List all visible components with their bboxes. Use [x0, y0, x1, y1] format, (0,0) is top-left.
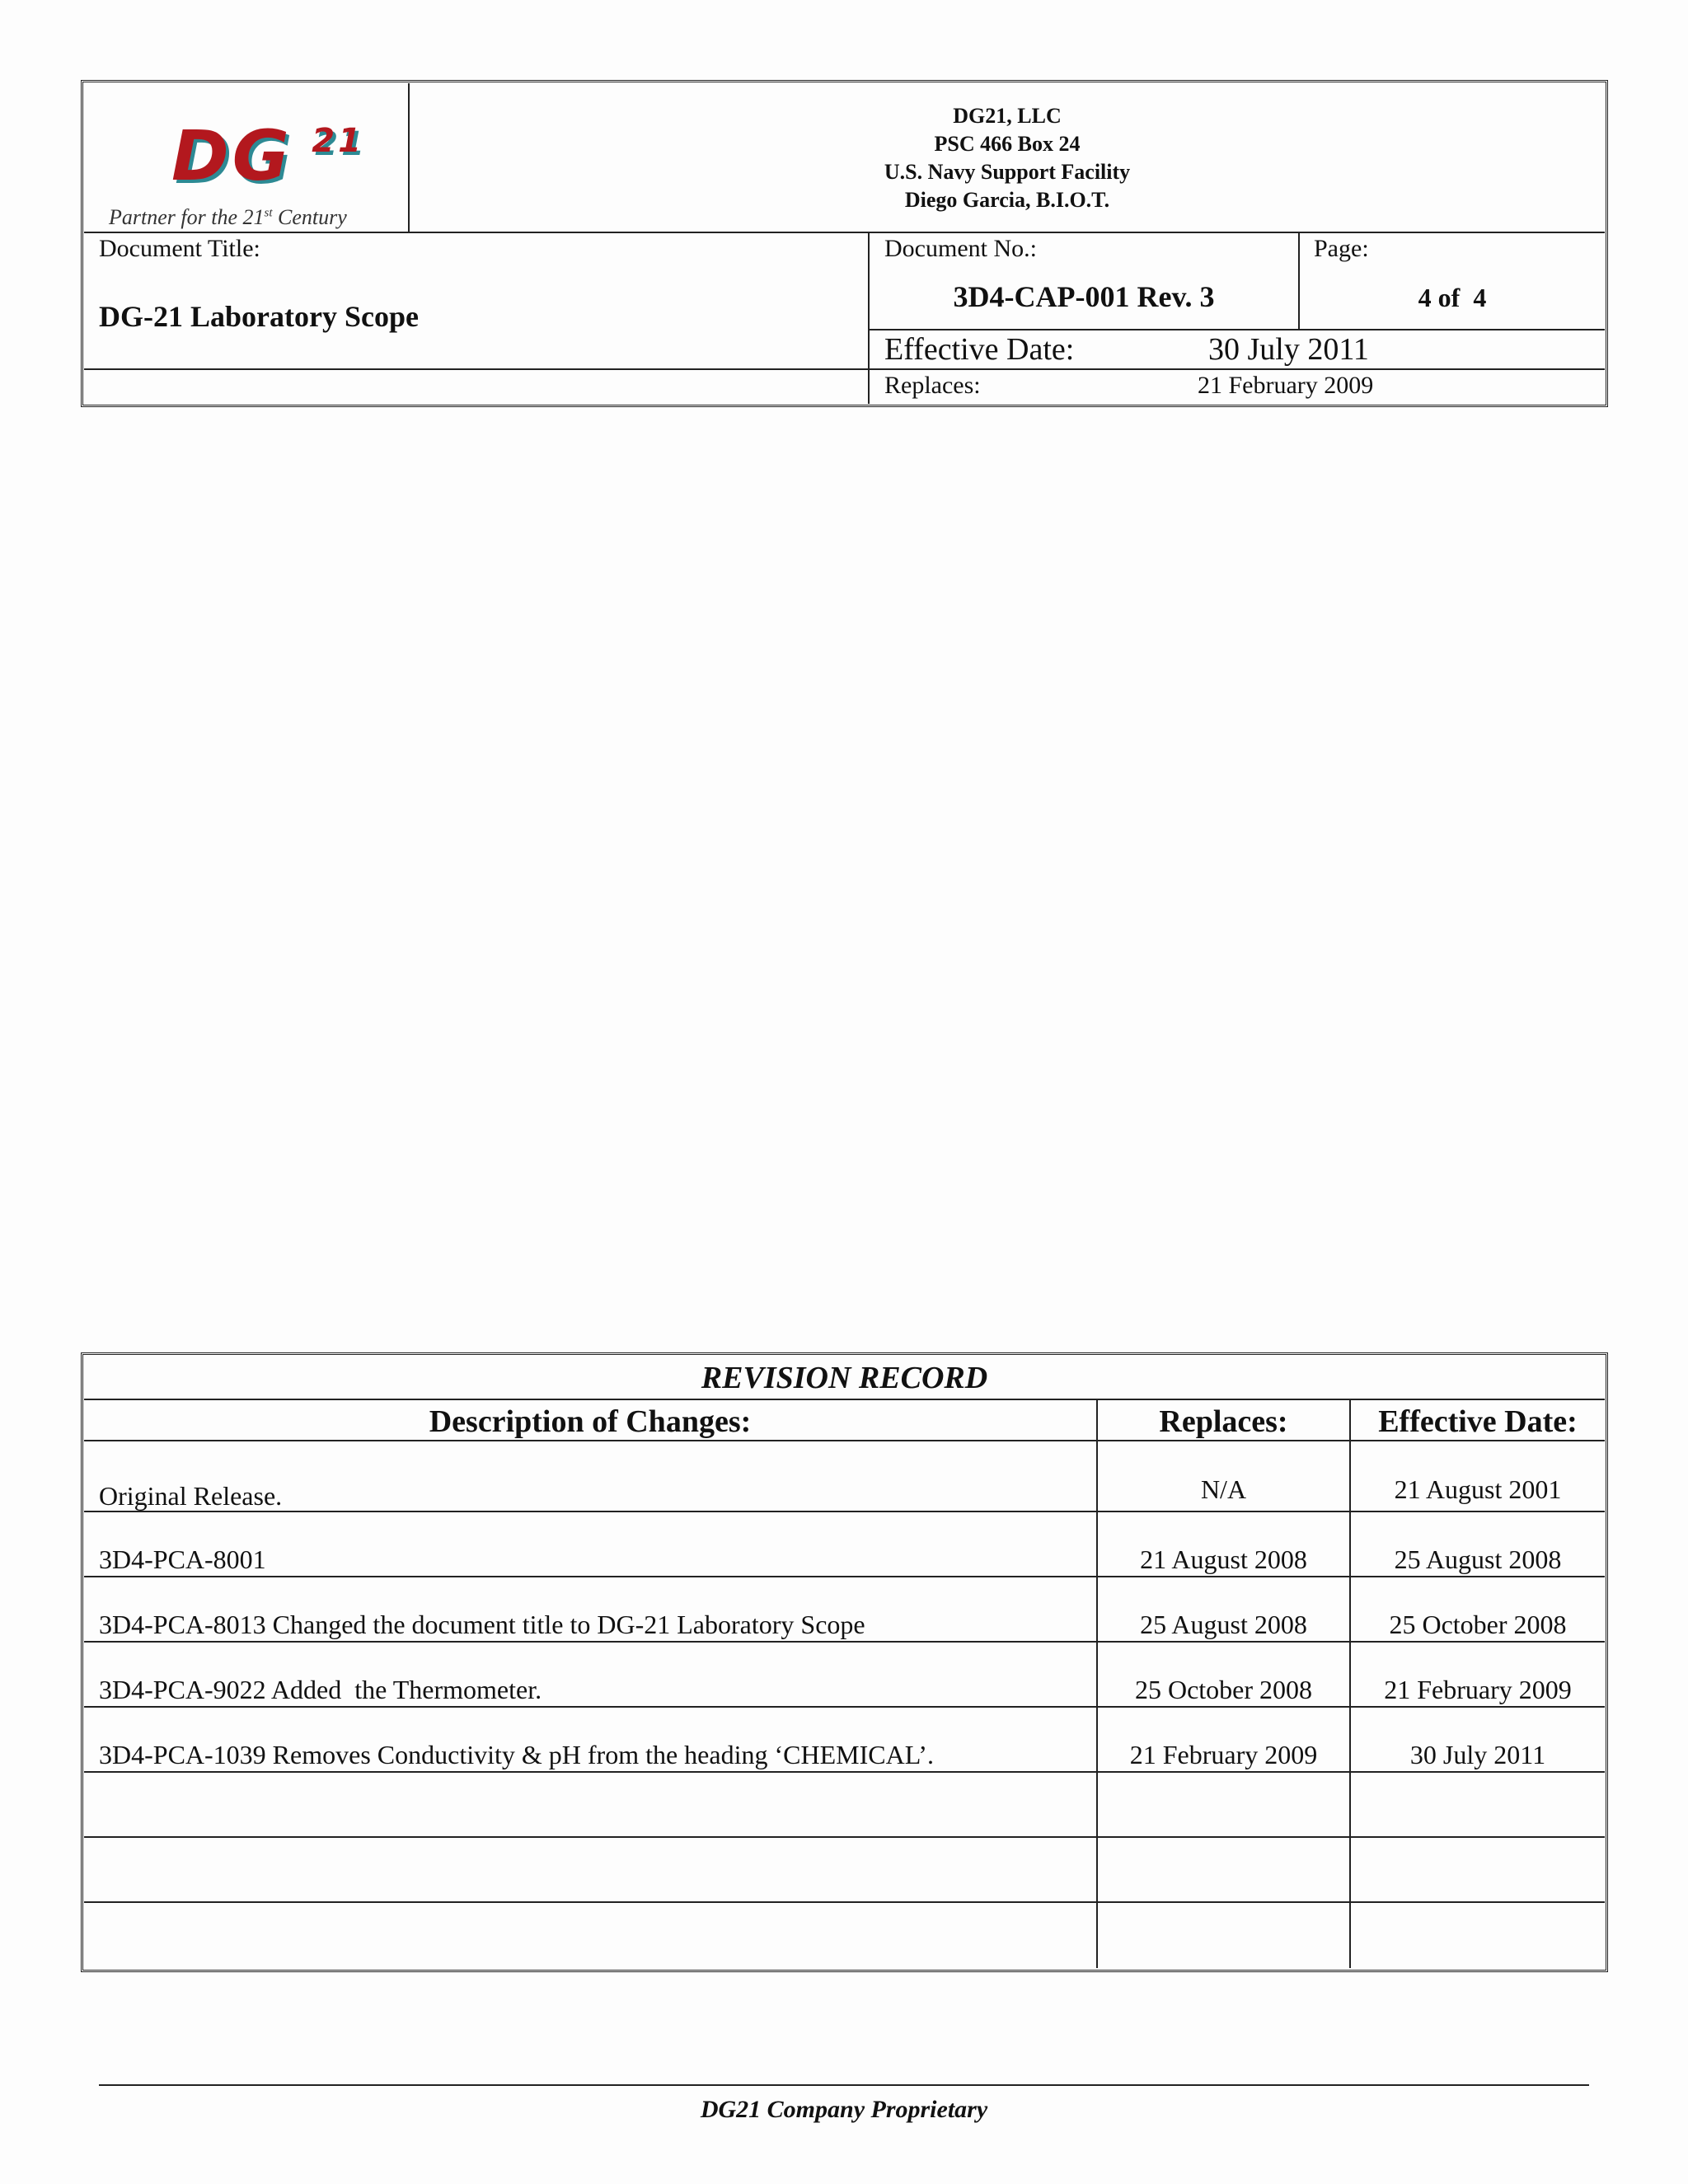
doc-title-label: Document Title:: [99, 235, 260, 262]
revision-replaces: 21 February 2009: [1129, 1740, 1318, 1769]
header-divider: [868, 232, 870, 404]
header-divider: [869, 329, 1605, 330]
header-divider: [84, 368, 1605, 370]
revision-description: 3D4-PCA-8013 Changed the document title to DG-21 Laboratory Scope: [99, 1610, 865, 1639]
tagline-text-end: Century: [272, 205, 347, 229]
table-divider: [84, 1641, 1605, 1643]
revision-record-table: [81, 1352, 1608, 1972]
effective-date-label: Effective Date:: [884, 332, 1075, 367]
doc-no: 3D4-CAP-001 Rev. 3: [953, 280, 1215, 313]
page-label: Page:: [1314, 235, 1369, 262]
address-line: PSC 466 Box 24: [934, 132, 1081, 156]
header-divider: [84, 232, 1605, 233]
page-number: 4 of 4: [1418, 283, 1487, 312]
revision-description: 3D4-PCA-8001: [99, 1544, 266, 1574]
revision-record-title: REVISION RECORD: [701, 1361, 988, 1395]
revision-effective: 30 July 2011: [1409, 1740, 1546, 1769]
col-header-description: Description of Changes:: [429, 1404, 752, 1439]
doc-title: DG-21 Laboratory Scope: [99, 300, 419, 333]
company-address: [410, 102, 1605, 214]
header-divider: [1298, 232, 1300, 330]
table-divider: [84, 1576, 1605, 1577]
revision-description: 3D4-PCA-1039 Removes Conductivity & pH from the heading ‘CHEMICAL’.: [99, 1740, 934, 1769]
revision-effective: 21 August 2001: [1394, 1474, 1562, 1504]
revision-replaces: 25 August 2008: [1140, 1610, 1307, 1639]
table-divider: [84, 1399, 1605, 1400]
company-tagline: [109, 205, 347, 230]
revision-effective: 25 October 2008: [1389, 1610, 1567, 1639]
table-divider: [84, 1440, 1605, 1441]
footer-rule: [99, 2084, 1589, 2086]
revision-effective: 21 February 2009: [1384, 1675, 1572, 1704]
replaces-label: Replaces:: [884, 372, 981, 399]
company-name: DG21, LLC: [953, 104, 1062, 128]
table-divider: [84, 1771, 1605, 1773]
company-logo: [171, 115, 364, 196]
revision-replaces: 25 October 2008: [1134, 1675, 1313, 1704]
table-divider: [84, 1511, 1605, 1512]
table-divider: [84, 1901, 1605, 1903]
col-header-effective-date: Effective Date:: [1378, 1404, 1578, 1439]
address-line: Diego Garcia, B.I.O.T.: [904, 188, 1110, 212]
revision-replaces: N/A: [1200, 1474, 1247, 1504]
table-divider: [84, 1706, 1605, 1708]
logo-text: DG: [171, 115, 293, 196]
doc-no-label: Document No.:: [884, 235, 1037, 262]
table-divider: [84, 1836, 1605, 1838]
footer-proprietary: DG21 Company Proprietary: [700, 2096, 988, 2123]
revision-description: Original Release.: [99, 1481, 283, 1511]
address-line: U.S. Navy Support Facility: [884, 160, 1131, 184]
logo-superscript: 21: [312, 122, 364, 160]
col-header-replaces: Replaces:: [1159, 1404, 1288, 1439]
tagline-text: Partner for the 21: [109, 205, 265, 229]
replaces-date: 21 February 2009: [1198, 372, 1374, 399]
revision-replaces: 21 August 2008: [1140, 1544, 1307, 1574]
effective-date: 30 July 2011: [1208, 332, 1369, 367]
tagline-superscript: st: [264, 206, 273, 220]
revision-effective: 25 August 2008: [1394, 1544, 1562, 1574]
revision-description: 3D4-PCA-9022 Added the Thermometer.: [99, 1675, 542, 1704]
